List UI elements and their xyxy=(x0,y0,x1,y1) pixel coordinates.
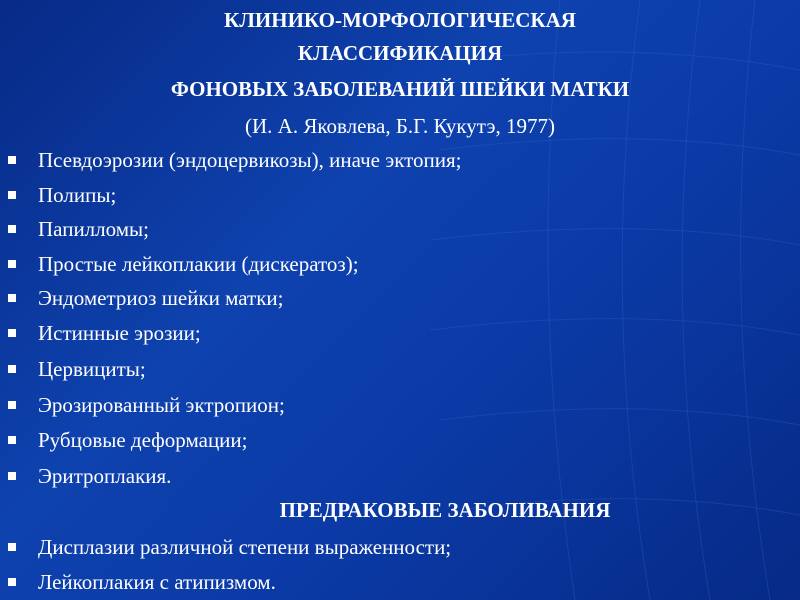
list-item-text: Эндометриоз шейки матки; xyxy=(38,286,284,310)
list-item-text: Эрозированный эктропион; xyxy=(38,393,285,417)
list-item xyxy=(8,427,248,453)
square-bullet-icon xyxy=(8,260,16,268)
precancer-heading: ПРЕДРАКОВЫЕ ЗАБОЛИВАНИЯ xyxy=(279,498,611,522)
list-item xyxy=(8,251,359,277)
list-item xyxy=(8,463,171,489)
list-item-text: Полипы; xyxy=(38,183,117,207)
list-item-text: Папилломы; xyxy=(38,217,149,241)
list-item-text: Истинные эрозии; xyxy=(38,321,201,345)
title-line-1: КЛИНИКО-МОРФОЛОГИЧЕСКАЯ xyxy=(224,8,576,32)
square-bullet-icon xyxy=(8,156,16,164)
list-item xyxy=(8,182,116,208)
list-item xyxy=(8,147,462,173)
list-item xyxy=(8,356,146,382)
square-bullet-icon xyxy=(8,436,16,444)
square-bullet-icon xyxy=(8,191,16,199)
square-bullet-icon xyxy=(8,543,16,551)
title-line-3: ФОНОВЫХ ЗАБОЛЕВАНИЙ ШЕЙКИ МАТКИ xyxy=(170,77,630,101)
square-bullet-icon xyxy=(8,401,16,409)
list-item xyxy=(8,534,451,560)
list-item-text: Цервициты; xyxy=(38,357,146,381)
list-item xyxy=(8,216,149,242)
list-item-text: Дисплазии различной степени выраженности; xyxy=(38,535,452,559)
list-item-text: Лейкоплакия с атипизмом. xyxy=(38,570,276,594)
list-item-text: Рубцовые деформации; xyxy=(38,428,248,452)
list-item xyxy=(8,569,276,595)
square-bullet-icon xyxy=(8,578,16,586)
square-bullet-icon xyxy=(8,329,16,337)
title-line-2: КЛАССИФИКАЦИЯ xyxy=(297,41,503,65)
list-item-text: Простые лейкоплакии (дискератоз); xyxy=(38,252,359,276)
square-bullet-icon xyxy=(8,472,16,480)
list-item xyxy=(8,285,284,311)
list-item-text: Эритроплакия. xyxy=(38,464,172,488)
square-bullet-icon xyxy=(8,225,16,233)
list-item-text: Псевдоэрозии (эндоцервикозы), иначе эктопия; xyxy=(38,148,462,172)
list-item xyxy=(8,392,285,418)
citation: (И. А. Яковлева, Б.Г. Кукутэ, 1977) xyxy=(245,114,555,138)
square-bullet-icon xyxy=(8,365,16,373)
square-bullet-icon xyxy=(8,294,16,302)
list-item xyxy=(8,320,201,346)
